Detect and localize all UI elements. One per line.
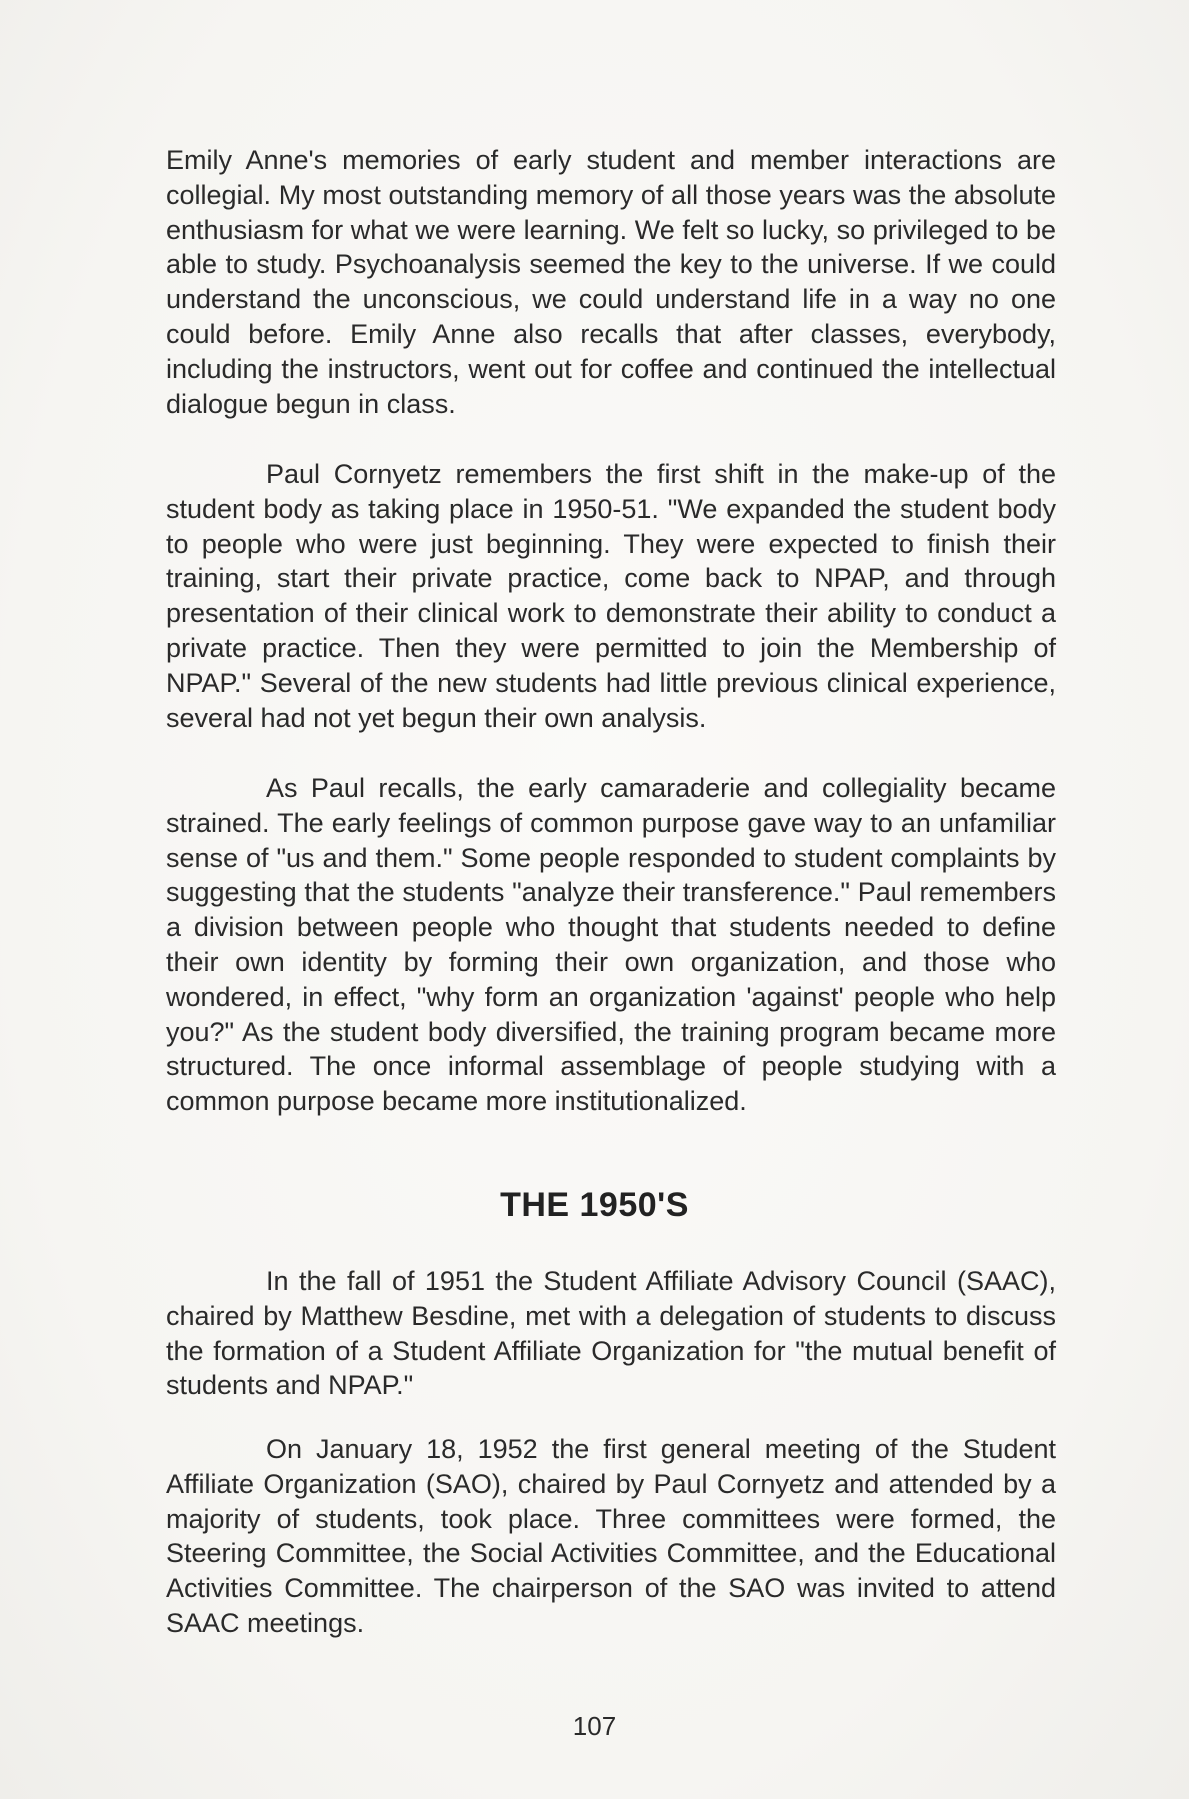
- page-number: 107: [572, 1711, 617, 1741]
- paragraph-sao-1952: [166, 1432, 1056, 1641]
- paragraph-text: On January 18, 1952 the first general meeting of the Student Affiliate Organization (SAO), chaired by Paul Cornyetz and attended by a majority of students, took place. Three committees were formed, the Steering Committee, the Social Activities Committee, and the Educational Activities Committee. The chairperson of the SAO was invited to attend SAAC meetings.: [166, 1434, 1056, 1638]
- paragraph-saac-1951: [166, 1264, 1056, 1403]
- paragraph-paul-cornyetz-shift: [166, 457, 1056, 735]
- paragraph-text: Emily Anne's memories of early student and member interactions are collegial. My most outstanding memory of all those years was the absolute enthusiasm for what we were learning. We felt so lucky, so privileged to be able to study. Psychoanalysis seemed the key to the universe. If we could understand the unconscious, we could understand life in a way no one could before. Emily Anne also recalls that after classes, everybody, including the instructors, went out for coffee and continued the intellectual dialogue begun in class.: [166, 145, 1056, 419]
- paragraph-camaraderie-strained: [166, 771, 1056, 1119]
- paragraph-text: Paul Cornyetz remembers the first shift in the make-up of the student body as taking place in 1950-51. "We expanded the student body to people who were just beginning. They were expected to finish their training, start their private practice, come back to NPAP, and through presentation of their clinical work to demonstrate their ability to conduct a private practice. Then they were permitted to join the Membership of NPAP." Several of the new students had little previous clinical experience, several had not yet begun their own analysis.: [166, 459, 1056, 733]
- paragraph-text: In the fall of 1951 the Student Affiliate Advisory Council (SAAC), chaired by Matthew Besdine, met with a delegation of students to discuss the formation of a Student Affiliate Organization for "the mutual benefit of students and NPAP.": [166, 1266, 1056, 1401]
- paragraph-text: As Paul recalls, the early camaraderie and collegiality became strained. The early feelings of common purpose gave way to an unfamiliar sense of "us and them." Some people responded to student complaints by suggesting that the students "analyze their transference." Paul remembers a division between people who thought that students needed to define their own identity by forming their own organization, and those who wondered, in effect, "why form an organization 'against' people who help you?" As the student body diversified, the training program became more structured. The once informal assemblage of people studying with a common purpose became more institutionalized.: [166, 773, 1056, 1117]
- paragraph-emily-anne-memories: [166, 143, 1056, 421]
- section-heading: THE 1950'S: [500, 1186, 689, 1224]
